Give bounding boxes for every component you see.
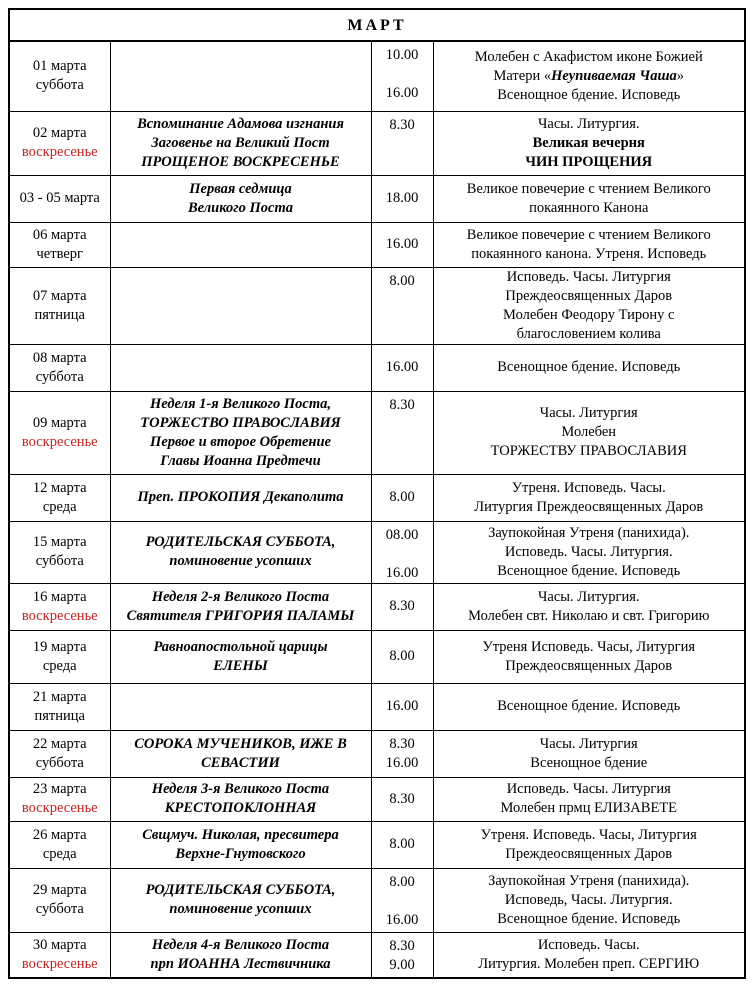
service-line: Великая вечерня [532, 134, 645, 151]
time-label: 16.00 [385, 564, 419, 581]
service-line: Часы. Литургия. [537, 115, 640, 132]
schedule-table [10, 42, 744, 977]
date-label: 23 марта [32, 781, 87, 797]
weekday-label: пятница [34, 707, 85, 724]
feast-cell [110, 222, 371, 267]
feast-line: поминовение усопших [169, 553, 312, 569]
date-cell [10, 777, 110, 821]
feast-cell [110, 344, 371, 391]
service-line: Всенощное бдение. Исповедь [497, 562, 681, 579]
service-line: Заупокойная Утреня (панихида). [488, 524, 690, 541]
date-label: 01 марта [32, 58, 87, 75]
service-line: Преждеосвященных Даров [505, 287, 673, 304]
service-line: ЧИН ПРОЩЕНИЯ [525, 153, 653, 170]
date-label: 03 - 05 марта [19, 190, 100, 206]
time-cell [371, 583, 433, 630]
feast-cell [110, 391, 371, 474]
date-cell [10, 222, 110, 267]
date-cell [10, 267, 110, 344]
service-cell [433, 821, 744, 868]
weekday-label: суббота [35, 77, 84, 94]
feast-line: Вспоминание Адамова изгнания [137, 115, 344, 132]
feast-line: Первое и второе Обретение [150, 433, 331, 450]
schedule-row [10, 391, 744, 474]
feast-cell [110, 267, 371, 344]
time-cell [371, 267, 433, 344]
time-cell [371, 344, 433, 391]
feast-line: Неделя 4-я Великого Поста [151, 936, 330, 953]
service-line: Литургия. Молебен преп. СЕРГИЮ [478, 955, 700, 972]
date-label: 09 марта [32, 414, 87, 431]
service-line: Молебен Феодору Тирону с [503, 306, 675, 323]
weekday-label: воскресенье [21, 955, 98, 972]
date-label: 07 марта [32, 287, 87, 304]
schedule-sheet [8, 8, 746, 979]
service-line: Заупокойная Утреня (панихида). [488, 872, 690, 889]
service-line: покаянного канона. Утреня. Исповедь [471, 245, 707, 262]
schedule-row [10, 175, 744, 222]
weekday-label: воскресенье [21, 433, 98, 450]
time-label: 9.00 [389, 956, 415, 973]
weekday-label: суббота [35, 754, 84, 771]
service-line: Литургия Преждеосвященных Даров [474, 498, 704, 515]
service-cell [433, 777, 744, 821]
date-cell [10, 474, 110, 521]
time-cell [371, 777, 433, 821]
feast-line: РОДИТЕЛЬСКАЯ СУББОТА, [145, 882, 336, 898]
schedule-row [10, 630, 744, 683]
schedule-row [10, 521, 744, 583]
feast-line: Свщмуч. Николая, пресвитера [142, 826, 339, 843]
date-cell [10, 932, 110, 977]
date-label: 02 марта [32, 125, 87, 141]
feast-line: ЕЛЕНЫ [213, 657, 268, 674]
service-line: Всенощное бдение. Исповедь [497, 910, 681, 927]
feast-cell [110, 583, 371, 630]
feast-line: поминовение усопших [169, 901, 312, 917]
time-cell [371, 111, 433, 175]
service-cell [433, 683, 744, 730]
time-label [375, 545, 430, 564]
service-cell [433, 222, 744, 267]
service-line: Всенощное бдение. Исповедь [497, 86, 681, 103]
month-title: МАРТ [10, 10, 744, 42]
service-line: Всенощное бдение [530, 754, 648, 771]
feast-line: КРЕСТОПОКЛОННАЯ [164, 800, 317, 816]
weekday-label: воскресенье [21, 800, 98, 816]
weekday-label: четверг [36, 245, 83, 262]
date-cell [10, 42, 110, 111]
time-label: 8.30 [389, 735, 415, 752]
time-label: 16.00 [385, 911, 419, 928]
date-label: 06 марта [32, 226, 87, 243]
schedule-row [10, 868, 744, 932]
service-cell [433, 521, 744, 583]
service-cell [433, 344, 744, 391]
time-label: 16.00 [385, 85, 419, 101]
date-label: 21 марта [32, 688, 87, 705]
date-cell [10, 344, 110, 391]
weekday-label: суббота [35, 901, 84, 917]
feast-line: Святителя ГРИГОРИЯ ПАЛАМЫ [126, 607, 355, 624]
time-cell [371, 868, 433, 932]
service-line: Часы. Литургия [539, 405, 638, 421]
service-line: Утреня Исповедь. Часы, Литургия [482, 638, 696, 655]
date-label: 15 марта [32, 534, 87, 550]
weekday-label: суббота [35, 368, 84, 385]
time-cell [371, 175, 433, 222]
service-line: Исповедь, Часы. Литургия. [504, 891, 673, 908]
service-line: Молебен [561, 424, 617, 440]
time-label [375, 65, 430, 84]
feast-line: прп ИОАННА Лествичника [150, 955, 331, 972]
feast-line: ПРОЩЕНОЕ ВОСКРЕСЕНЬЕ [141, 153, 340, 170]
date-cell [10, 868, 110, 932]
service-line: Великое повечерие с чтением Великого [466, 180, 711, 197]
date-cell [10, 683, 110, 730]
time-label: 8.00 [389, 489, 415, 505]
service-line: Преждеосвященных Даров [505, 845, 673, 862]
schedule-row [10, 932, 744, 977]
service-cell [433, 474, 744, 521]
service-cell [433, 175, 744, 222]
date-label: 12 марта [32, 479, 87, 496]
service-cell [433, 42, 744, 111]
date-label: 16 марта [32, 588, 87, 605]
weekday-label: среда [42, 498, 77, 515]
weekday-label: пятница [34, 306, 85, 323]
date-label: 26 марта [32, 826, 87, 843]
feast-line: ТОРЖЕСТВО ПРАВОСЛАВИЯ [140, 414, 341, 431]
time-cell [371, 42, 433, 111]
schedule-row [10, 42, 744, 111]
time-label [375, 892, 430, 911]
weekday-label: воскресенье [21, 144, 98, 160]
schedule-row [10, 683, 744, 730]
schedule-row [10, 730, 744, 777]
weekday-label: среда [42, 657, 77, 674]
feast-line: Неделя 3-я Великого Поста [151, 781, 330, 797]
feast-cell [110, 821, 371, 868]
feast-cell [110, 932, 371, 977]
time-cell [371, 630, 433, 683]
date-cell [10, 111, 110, 175]
service-line: ТОРЖЕСТВУ ПРАВОСЛАВИЯ [490, 443, 687, 459]
schedule-row [10, 583, 744, 630]
time-label: 8.00 [389, 272, 415, 289]
time-cell [371, 391, 433, 474]
service-line: Часы. Литургия [539, 735, 638, 752]
feast-cell [110, 730, 371, 777]
feast-cell [110, 42, 371, 111]
service-line: Молебен с Акафистом иконе Божией [474, 48, 703, 65]
date-cell [10, 391, 110, 474]
service-line: Исповедь. Часы. Литургия [506, 781, 671, 797]
service-cell [433, 932, 744, 977]
time-cell [371, 730, 433, 777]
time-label: 8.00 [389, 873, 415, 890]
service-line: Молебен свт. Николаю и свт. Григорию [468, 607, 710, 624]
service-line: Часы. Литургия. [537, 588, 640, 605]
time-label: 8.30 [389, 790, 415, 807]
time-label: 8.30 [389, 937, 415, 954]
service-line: Исповедь. Часы. Литургия [506, 268, 671, 285]
schedule-row [10, 474, 744, 521]
feast-line: СОРОКА МУЧЕНИКОВ, ИЖЕ В [134, 735, 347, 752]
schedule-row [10, 111, 744, 175]
schedule-row [10, 267, 744, 344]
feast-cell [110, 175, 371, 222]
time-cell [371, 932, 433, 977]
feast-line: Заговенье на Великий Пост [151, 134, 330, 151]
date-cell [10, 821, 110, 868]
date-cell [10, 583, 110, 630]
schedule-row [10, 821, 744, 868]
time-label: 16.00 [385, 359, 419, 375]
feast-cell [110, 111, 371, 175]
date-label: 22 марта [32, 735, 87, 752]
schedule-row [10, 344, 744, 391]
date-cell [10, 175, 110, 222]
feast-line: СЕВАСТИИ [201, 754, 280, 771]
feast-line: Неделя 1-я Великого Поста, [150, 395, 331, 412]
weekday-label: суббота [35, 553, 84, 569]
schedule-row [10, 777, 744, 821]
time-cell [371, 683, 433, 730]
feast-cell [110, 474, 371, 521]
service-cell [433, 583, 744, 630]
service-cell [433, 267, 744, 344]
schedule-row [10, 222, 744, 267]
feast-line: Главы Иоанна Предтечи [160, 452, 321, 469]
date-label: 29 марта [32, 882, 87, 898]
time-label: 8.00 [389, 648, 415, 664]
time-label: 8.30 [389, 598, 415, 614]
time-label: 8.30 [389, 396, 415, 413]
feast-line: Равноапостольной царицы [153, 638, 328, 655]
feast-cell [110, 521, 371, 583]
time-cell [371, 474, 433, 521]
service-cell [433, 111, 744, 175]
time-cell [371, 521, 433, 583]
service-line: благословением колива [516, 325, 661, 342]
service-cell [433, 391, 744, 474]
time-cell [371, 821, 433, 868]
service-cell [433, 630, 744, 683]
feast-line: Великого Поста [187, 199, 294, 216]
date-label: 30 марта [32, 936, 87, 953]
feast-line: Верхне-Гнутовского [175, 845, 306, 862]
time-label: 18.00 [385, 190, 419, 206]
time-label: 08.00 [385, 526, 419, 543]
service-line: Утреня. Исповедь. Часы, Литургия [480, 826, 697, 843]
service-line: Утреня. Исповедь. Часы. [511, 479, 666, 496]
service-line: Всенощное бдение. Исповедь [497, 359, 681, 375]
service-line: Преждеосвященных Даров [505, 657, 673, 674]
time-label: 16.00 [385, 236, 419, 252]
service-cell [433, 868, 744, 932]
service-line: покаянного Канона [529, 199, 649, 216]
time-label: 16.00 [385, 754, 419, 771]
date-label: 19 марта [32, 638, 87, 655]
date-cell [10, 730, 110, 777]
feast-cell [110, 777, 371, 821]
feast-line: Неделя 2-я Великого Поста [151, 588, 330, 605]
service-line: Всенощное бдение. Исповедь [497, 698, 681, 714]
time-label: 8.00 [389, 836, 415, 852]
date-label: 08 марта [32, 349, 87, 366]
service-line: Исповедь. Часы. Литургия. [504, 543, 673, 560]
weekday-label: воскресенье [21, 607, 98, 624]
feast-line: Преп. ПРОКОПИЯ Декаполита [137, 489, 344, 505]
time-label: 8.30 [389, 116, 415, 133]
feast-line: РОДИТЕЛЬСКАЯ СУББОТА, [145, 534, 336, 550]
date-cell [10, 521, 110, 583]
time-label: 10.00 [385, 47, 419, 63]
service-line: Исповедь. Часы. [537, 936, 640, 953]
date-cell [10, 630, 110, 683]
service-line: Молебен прмц ЕЛИЗАВЕТЕ [500, 800, 678, 816]
time-label: 16.00 [385, 698, 419, 714]
time-cell [371, 222, 433, 267]
service-line: Матери «Неупиваемая Чаша» [493, 67, 685, 84]
service-line: Великое повечерие с чтением Великого [466, 226, 711, 243]
service-cell [433, 730, 744, 777]
feast-cell [110, 630, 371, 683]
feast-line: Первая седмица [189, 180, 292, 197]
feast-cell [110, 868, 371, 932]
feast-cell [110, 683, 371, 730]
weekday-label: среда [42, 845, 77, 862]
